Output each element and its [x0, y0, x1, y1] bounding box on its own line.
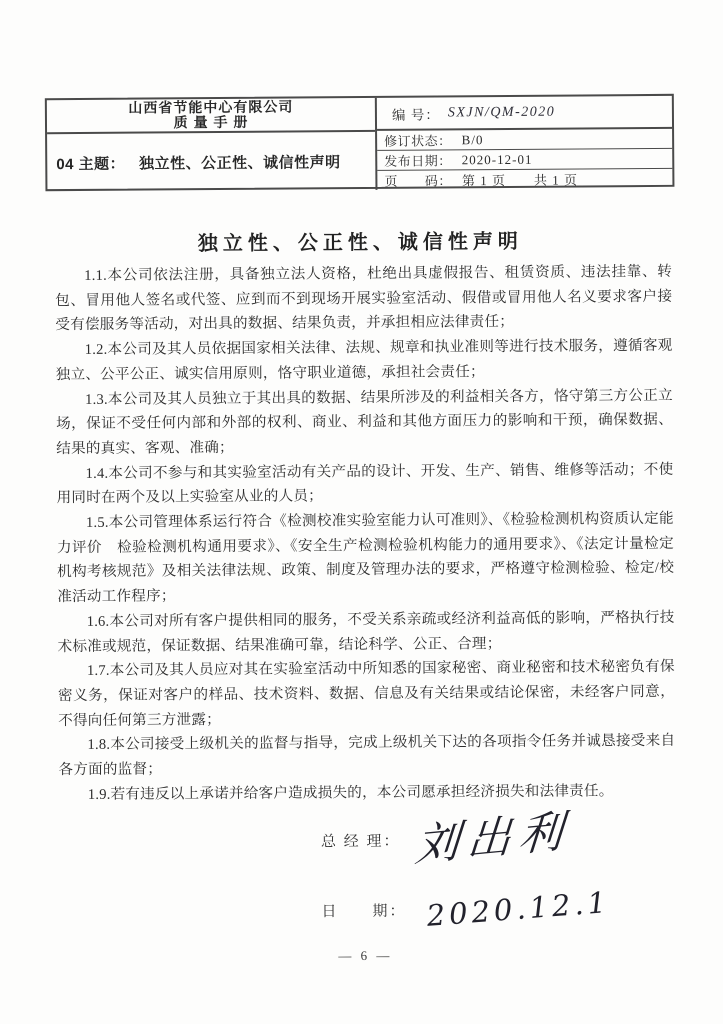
company-name: 山西省节能中心有限公司 [128, 98, 294, 116]
statement-paragraph-1-5: 1.5.本公司管理体系运行符合《检测校准实验室能力认可准则》、《检验检测机构资质认定能力评价 检验检测机构通用要求》、《安全生产检测检验机构能力的通用要求》、《法定计量检定机构考核规范》及相关法律法规、政策、制度及管理办法的要求，严格遵守检测检验、检定/校准活动工作程序； [56, 510, 675, 606]
issue-date-value: 2020-12-01 [461, 151, 533, 167]
header-right-column [377, 96, 673, 190]
subject-value: 独立性、公正性、诚信性声明 [139, 153, 341, 173]
revision-label: 修订状态： [384, 133, 452, 149]
doc-number-cell [377, 96, 672, 131]
document-header-table [45, 94, 675, 191]
doc-number-value: SXJN/QM-2020 [447, 104, 556, 120]
statement-paragraph-1-6: 1.6.本公司对所有客户提供相同的服务，不受关系亲疏或经济利益高低的影响，严格执行技术标准或规范，保证数据、结果准确可靠，结论科学、公正、合理； [57, 609, 675, 655]
page-number: — 6 — [338, 947, 393, 964]
page-code-row [377, 169, 672, 190]
manager-signature-handwriting: 刘出利 [412, 805, 573, 872]
statement-paragraph-1-2: 1.2.本公司及其人员依据国家相关法律、法规、规章和执业准则等进行技术服务，遵循客观独立、公平公正、诚实信用原则，恪守职业道德，承担社会责任； [55, 337, 673, 383]
statement-paragraph-1-8: 1.8.本公司接受上级机关的监督与指导，完成上级机关下达的各项指令任务并诚恳接受来自各方面的监督； [58, 733, 676, 779]
document-title: 独立性、公正性、诚信性声明 [197, 230, 523, 256]
manager-label: 总 经 理： [320, 833, 401, 850]
signature-date-row [321, 886, 661, 932]
revision-row [377, 129, 672, 151]
date-label: 日 期： [321, 903, 407, 920]
subject-label: 04 主题： [56, 155, 126, 173]
doc-number-label: 编 号： [391, 106, 440, 123]
manager-signature-row [321, 804, 661, 874]
page-code-value: 第 1 页 共 1 页 [461, 172, 578, 189]
manual-name: 质 量 手 册 [173, 113, 249, 131]
issue-date-row [377, 149, 672, 171]
page-code-label: 页 码： [384, 173, 452, 189]
statement-paragraph-1-4: 1.4.本公司不参与和其实验室活动有关产品的设计、开发、生产、销售、维修等活动；不使用同时在两个及以上实验室从业的人员； [56, 461, 674, 507]
statement-paragraph-1-7: 1.7.本公司及其人员应对其在实验室活动中所知悉的国家秘密、商业秘密和技术秘密负有保密义务，保证对客户的样品、技术资料、数据、信息及有关结果或结论保密，未经客户同意，不得向任何第三方泄露； [57, 659, 676, 729]
subject-cell [47, 132, 375, 192]
statement-paragraph-1-1: 1.1.本公司依法注册，具备独立法人资格，杜绝出具虚假报告、租赁资质、违法挂靠、转包、冒用他人签名或代签、应到而不到现场开展实验室活动、假借或冒用他人名义要求客户接受有偿服务等活动，对出具的数据、结果负责，并承担相应法律责任； [55, 263, 673, 334]
header-left-column [47, 98, 378, 192]
date-handwriting: 2020.12.1 [425, 884, 612, 933]
signature-block [321, 804, 662, 932]
revision-value: B/0 [461, 131, 484, 147]
statement-body [55, 260, 676, 808]
statement-paragraph-1-3: 1.3.本公司及其人员独立于其出具的数据、结果所涉及的利益相关各方，恪守第三方公正立场，保证不受任何内部和外部的权利、商业、利益和其他方面压力的影响和干预，确保数据、结果的真实、客观、准确； [56, 387, 674, 458]
issue-date-label: 发布日期： [384, 153, 452, 169]
statement-paragraph-1-9: 1.9.若有违反以上承诺并给客户造成损失的，本公司愿承担经济损失和法律责任。 [87, 783, 614, 803]
company-title-cell [47, 98, 375, 134]
